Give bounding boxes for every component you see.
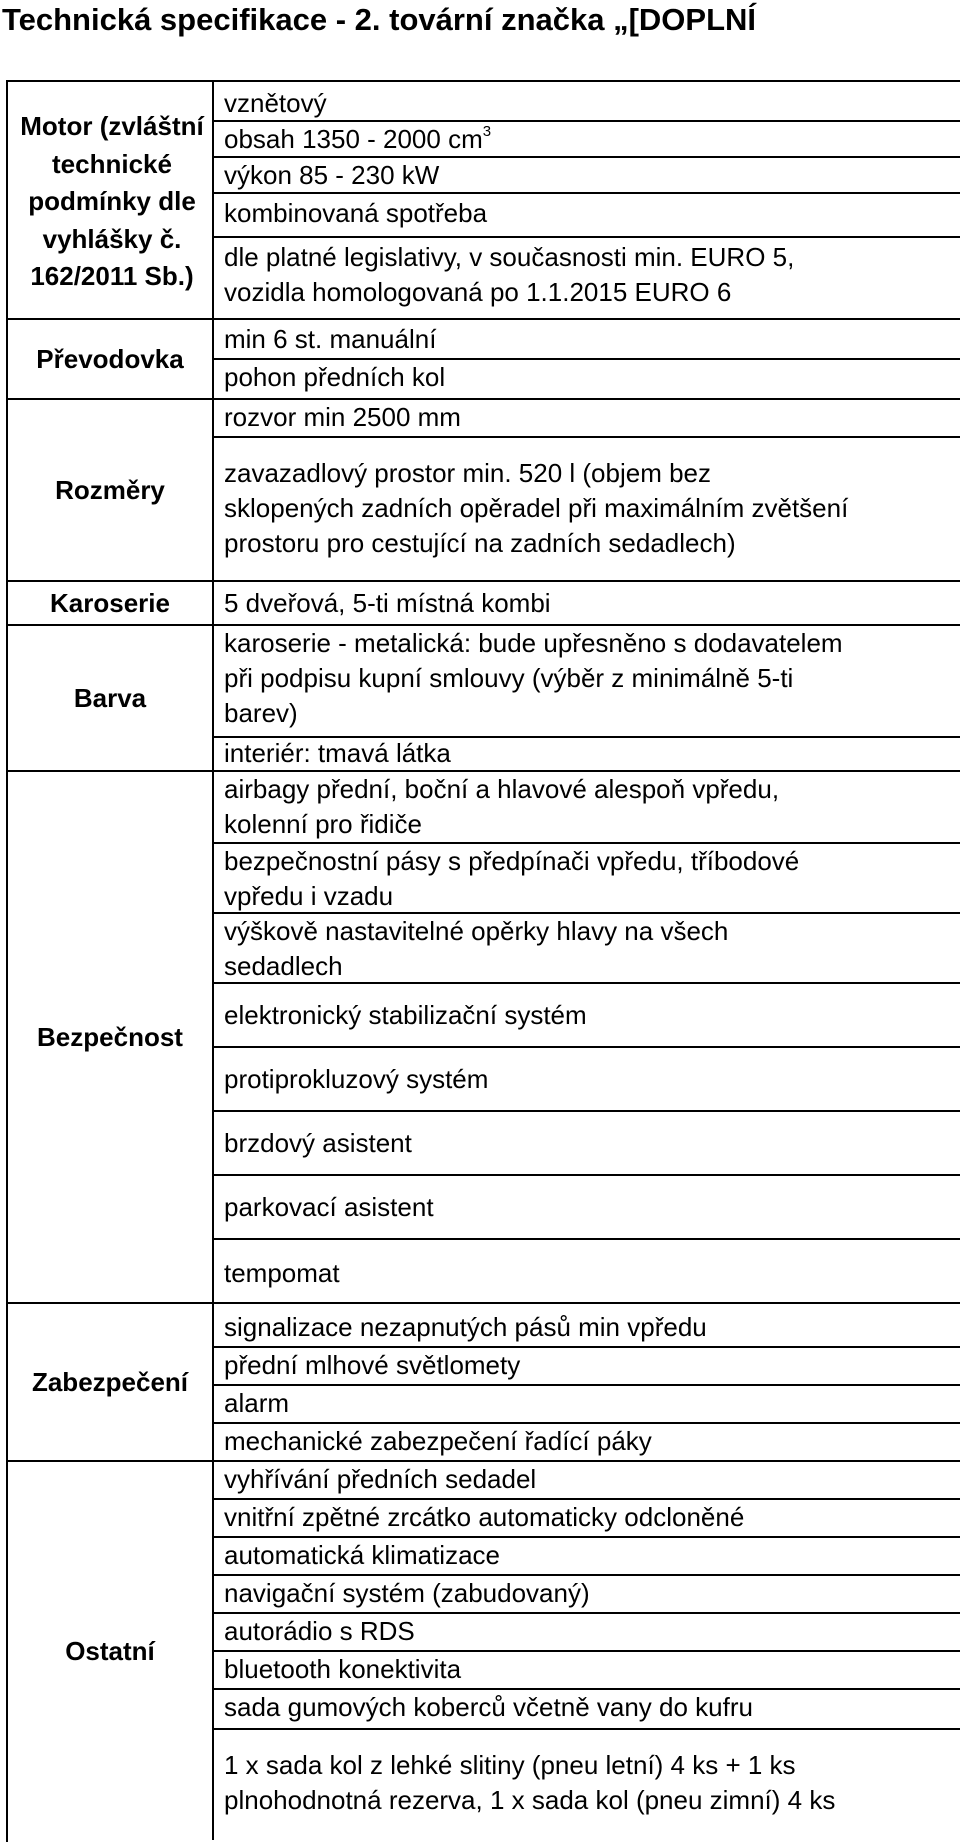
spec-value: protiprokluzový systém <box>224 1064 489 1094</box>
row-divider <box>212 1046 960 1048</box>
section-label-rozmery: Rozměry <box>55 474 165 505</box>
spec-value: pohon předních kol <box>224 362 446 392</box>
row-divider <box>212 1174 960 1176</box>
section-label-motor: Motor (zvláštní technické podmínky dle vyhlášky č. 162/2011 Sb.) <box>20 111 204 292</box>
spec-value: kombinovaná spotřeba <box>224 198 488 228</box>
spec-value: vyhřívání předních sedadel <box>224 1464 537 1494</box>
spec-value: vznětový <box>224 88 327 118</box>
section-label-bezpecnost: Bezpečnost <box>37 1021 183 1052</box>
section-label-barva: Barva <box>73 682 147 713</box>
spec-value: navigační systém (zabudovaný) <box>224 1578 590 1608</box>
spec-value: přední mlhové světlomety <box>224 1350 521 1380</box>
spec-value: mechanické zabezpečení řadící páky <box>224 1426 652 1456</box>
spec-value: brzdový asistent <box>224 1128 412 1158</box>
spec-value: výkon 85 - 230 kW <box>224 160 440 190</box>
spec-value: vnitřní zpětné zrcátko automaticky odcloněné <box>224 1502 745 1532</box>
spec-value: autorádio s RDS <box>224 1616 415 1646</box>
superscript: 3 <box>482 123 492 141</box>
spec-value: interiér: tmavá látka <box>224 738 451 768</box>
spec-value: 5 dveřová, 5-ti místná kombi <box>224 588 551 618</box>
spec-value: automatická klimatizace <box>224 1540 500 1570</box>
row-divider <box>212 1728 960 1730</box>
spec-value: obsah 1350 - 2000 $cm^3$ <box>224 123 492 154</box>
row-divider <box>212 436 960 438</box>
row-divider <box>212 1238 960 1240</box>
spec-value: elektronický stabilizační systém <box>224 1000 587 1030</box>
spec-value: airbagy přední, boční a hlavové alespoň vpředu, kolenní pro řidiče <box>224 774 780 839</box>
section-label-karoserie: Karoserie <box>50 587 170 618</box>
spec-value: dle platné legislativy, v současnosti min. EURO 5, vozidla homologovaná po 1.1.2015 EURO 6 <box>224 242 795 307</box>
section-label-ostatni: Ostatní <box>65 1635 155 1666</box>
page-title: Technická specifikace - 2. tovární značka „[DOPLNÍ <box>2 2 757 37</box>
spec-value: alarm <box>224 1388 290 1418</box>
spec-value: rozvor min 2500 mm <box>224 402 461 432</box>
row-divider <box>212 236 960 238</box>
column-divider <box>212 80 214 1840</box>
spec-value: karoserie - metalická: bude upřesněno s dodavatelem při podpisu kupní smlouvy (výběr z minimálně 5-ti barev) <box>224 628 843 728</box>
spec-value: tempomat <box>224 1258 340 1288</box>
spec-value: bluetooth konektivita <box>224 1654 462 1684</box>
spec-value: zavazadlový prostor min. 520 l (objem bez sklopených zadních opěradel při maximálním zvětšení prostoru pro cestující na zadních sedadlech) <box>224 458 849 558</box>
spec-value: parkovací asistent <box>224 1192 434 1222</box>
spec-value: min 6 st. manuální <box>224 324 437 354</box>
section-label-zabezpeceni: Zabezpečení <box>31 1366 189 1397</box>
spec-value: signalizace nezapnutých pásů min vpředu <box>224 1312 707 1342</box>
spec-value: bezpečnostní pásy s předpínači vpředu, tříbodové vpředu i vzadu <box>224 846 800 911</box>
row-divider <box>212 1110 960 1112</box>
spec-value: sada gumových koberců včetně vany do kufru <box>224 1692 753 1722</box>
spec-value: 1 x sada kol z lehké slitiny (pneu letní) 4 ks + 1 ks plnohodnotná rezerva, 1 x sada kol (pneu zimní) 4 ks <box>224 1750 836 1815</box>
section-label-prevodovka: Převodovka <box>36 343 184 374</box>
spec-value: výškově nastavitelné opěrky hlavy na všech sedadlech <box>224 916 729 981</box>
